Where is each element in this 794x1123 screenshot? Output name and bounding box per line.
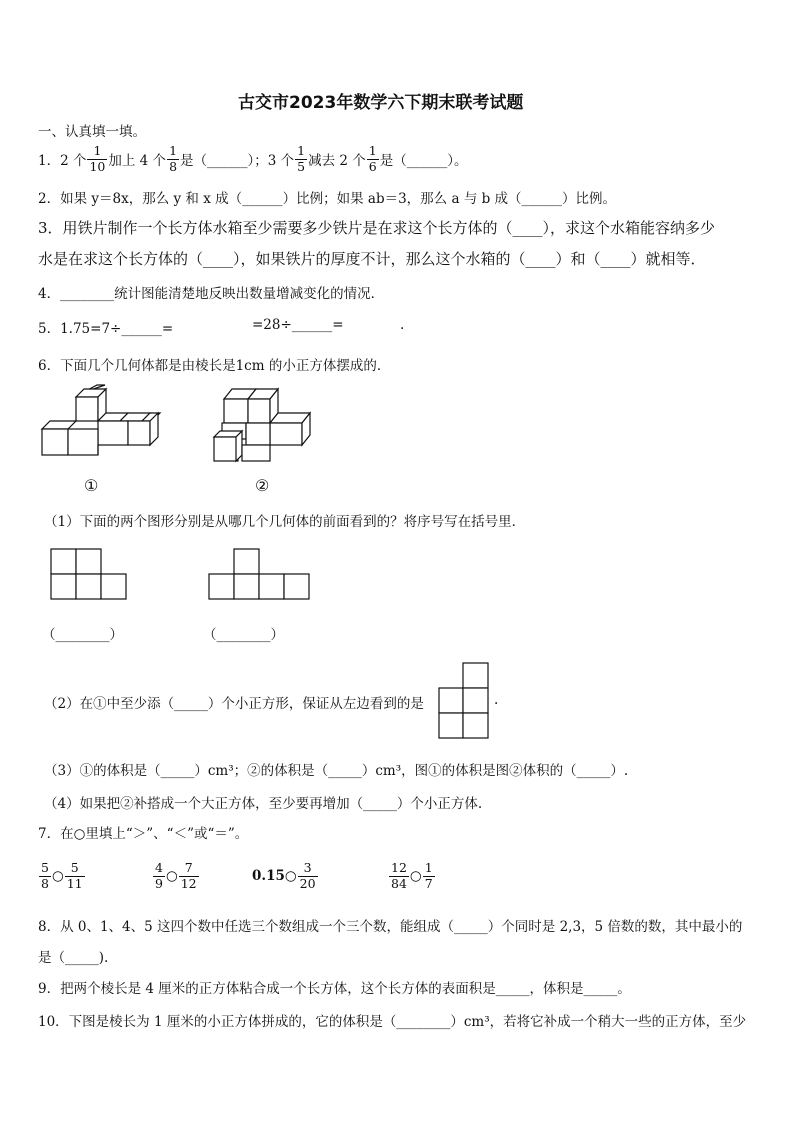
- fraction: $\frac{1}{5}$: [297, 143, 306, 174]
- question-3-line-2: 水是在求这个长方体的（____），如果铁片的厚度不计，那么这个水箱的（____）和（____）就相等．: [38, 250, 706, 268]
- front-view-2: [208, 548, 312, 603]
- question-2: 2．如果 y＝8x，那么 y 和 x 成（______）比例；如果 ab＝3，那么 a 与 b 成（______）比例。: [38, 191, 617, 207]
- fraction: $\frac{5}{8}$: [41, 860, 49, 891]
- compare-circle[interactable]: ○: [409, 868, 422, 884]
- compare-item-2: [152, 856, 200, 896]
- q1-text-2: 加上 4 个: [108, 153, 167, 169]
- figure-2-label: ②: [255, 476, 270, 495]
- fraction: $\frac{7}{12}$: [180, 860, 197, 891]
- answer-paren-2: （________）: [203, 627, 284, 643]
- figure-2-cubes: [212, 385, 322, 465]
- q1-text-4: 减去 2 个: [308, 153, 366, 169]
- question-6-2: （2）在①中至少添（_____）个小正方形，保证从左边看到的是: [44, 696, 424, 712]
- question-3-line-1: 3．用铁片制作一个长方体水箱至少需要多少铁片是在求这个长方体的（____），求这个水箱能容纳多少: [38, 219, 716, 237]
- fraction: $\frac{4}{9}$: [155, 860, 163, 891]
- q1-number: 1．: [38, 153, 61, 169]
- question-6-4: （4）如果把②补搭成一个大正方体，至少要再增加（_____）个小正方体.: [44, 796, 483, 812]
- fraction: $\frac{1}{8}$: [169, 143, 178, 174]
- question-4: 4．________统计图能清楚地反映出数量增减变化的情况．: [38, 286, 385, 302]
- figure-1-label: ①: [84, 476, 99, 495]
- front-view-1: [50, 548, 130, 603]
- q1-text-1: 2 个: [60, 153, 87, 169]
- q1-text-3: 是（______）；3 个: [180, 153, 295, 169]
- question-5-part-3: .: [400, 317, 405, 333]
- compare-item-1: [38, 856, 86, 896]
- fraction: $\frac{1}{7}$: [424, 860, 433, 891]
- question-5-part-1: 5．1.75=7÷______=: [38, 321, 174, 337]
- question-5-part-2: =28÷______=: [252, 317, 344, 333]
- answer-paren-1: （________）: [42, 627, 123, 643]
- compare-circle[interactable]: ○: [284, 868, 297, 884]
- fraction: $\frac{1}{10}$: [89, 143, 106, 174]
- q1-text-5: 是（______）。: [379, 153, 468, 169]
- compare-item-3: [252, 856, 319, 896]
- question-7: 7．在○里填上“＞”、“＜”或“＝”。: [38, 826, 249, 842]
- question-8-line-1: 8．从 0、1、4、5 这四个数中任选三个数组成一个三个数，能组成（_____）个同时是 2,3，5 倍数的数，其中最小的: [38, 919, 743, 935]
- figure-1-cubes: [40, 385, 165, 460]
- fraction: $\frac{3}{20}$: [299, 860, 316, 891]
- fraction: $\frac{1}{6}$: [368, 143, 377, 174]
- question-8-line-2: 是（_____).: [38, 950, 109, 966]
- page-title: 古交市2023年数学六下期末联考试题: [238, 93, 524, 113]
- compare-item-4: [388, 856, 436, 896]
- question-6: 6．下面几个几何体都是由棱长是1cm 的小正方体摆成的．: [38, 358, 391, 374]
- decimal-value: 0.15: [252, 868, 285, 884]
- question-1: [38, 143, 467, 175]
- fraction: $\frac{12}{84}$: [391, 860, 407, 891]
- question-6-1: （1）下面的两个图形分别是从哪几个几何体的前面看到的？将序号写在括号里．: [44, 514, 526, 530]
- compare-circle[interactable]: ○: [165, 868, 178, 884]
- question-6-3: （3）①的体积是（_____）cm³；②的体积是（_____）cm³，图①的体积是图②体积的（_____）.: [44, 763, 629, 779]
- fraction: $\frac{5}{11}$: [66, 860, 83, 891]
- left-view-figure: [438, 662, 490, 740]
- question-6-2-end: .: [494, 692, 499, 708]
- compare-circle[interactable]: ○: [51, 868, 64, 884]
- question-10: 10．下图是棱长为 1 厘米的小正方体拼成的，它的体积是（________）cm³，若将它补成一个稍大一些的正方体，至少: [38, 1014, 747, 1030]
- section-heading: 一、认真填一填。: [38, 124, 146, 140]
- question-9: 9．把两个棱长是 4 厘米的正方体粘合成一个长方体，这个长方体的表面积是_____，体积是_____。: [38, 981, 631, 997]
